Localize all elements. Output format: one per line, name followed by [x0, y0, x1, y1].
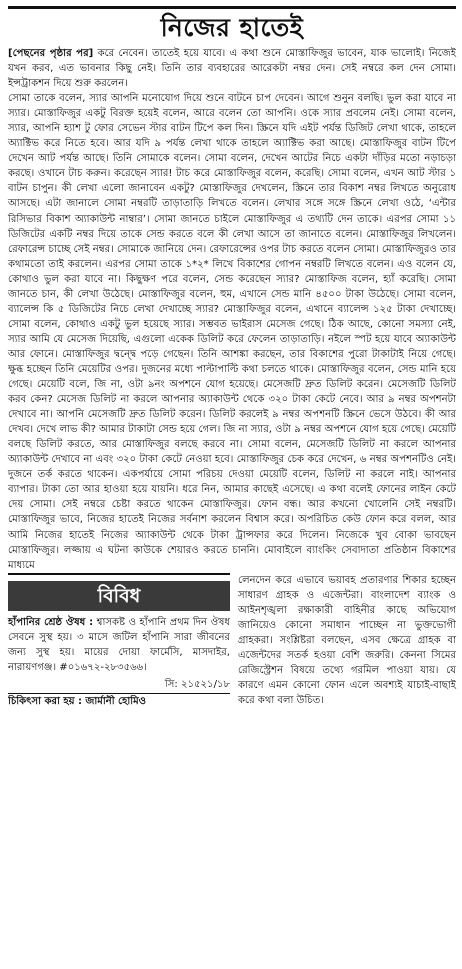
classifieds-heading: বিবিধ: [8, 581, 230, 611]
ad-body: শ্বাসকষ্ট ও হাঁপানি প্রথম দিন ঔষধ সেবনে সুস্থ হয়। ৩ মাসে জটিল হাঁপানি সারা জীবনের জন্য সুস্থ হয়। মায়ের দোয়া ফার্মেসি, মাসদাইর, নারায়ণগঞ্জ। #০১৬৭২-২৮৩৫৬৬।: [8, 616, 230, 673]
headline: নিজের হাতেই: [160, 13, 304, 42]
classifieds-box: [8, 573, 230, 709]
continued-label: [পেছনের পৃষ্ঠার পর]: [8, 48, 94, 59]
article-body: [8, 46, 456, 573]
ad-title: হাঁপানির শ্রেষ্ঠ ঔষধ :: [8, 616, 94, 628]
article-paragraph-2: সোমা তাকে বলেন, স্যার আপনি মনোযোগ দিয়ে শুনে বাটনে চাপ দেবেন। আগে শুনুন বলছি। ভুল করা যাবে না স্যার। মোস্তাফিজুর একটু বিরক্ত হয়েই বলেন, আরে বলেন তো আপনি। ওকে স্যার প্রবলেম নেই। সোমা বলেন, স্যার, আপনি হ্যাশ টু ফোর সেভেন স্টার বাটন টিপে কল দিন। স্ক্রিনে যদি এইট পর্যন্ত ডিজিট লেখা থাকে, তাহলে অ্যাক্টিভ করে নিতে হবে। আর যদি ৯ পর্যন্ত লেখা থাকে তাহলে অ্যাক্টিভ করা আছে। মোস্তাফিজুর বাটন টিপে দেখেন আট পর্যন্ত আছে। তিনি সোমাকে বলেন। সোমা বলেন, দেখেন আটের নিচে একটা দাঁড়ির মতো নড়াচড়া করছে। ওখানে টাচ করুন। করেছেন স্যার! টাচ করে মোস্তাফিজুর বলেন, করেছি। সোমা বলেন, এখন আট স্টার ১ বাটন চাপুন। কী লেখা এলো জানাবেন একটু? মোস্তাফিজুর দেখলেন, স্ক্রিনে তার বিকাশ নম্বর লিখতে অনুরোধ আসছে। এটা জানালে সোমা নম্বরটি তাড়াতাড়ি লিখতে বলেন। লেখার সঙ্গে সঙ্গে স্ক্রিনে লেখা ওঠে, ‘এন্টার রিসিভার বিকাশ অ্যাকাউন্ট নাম্বার’। সোমা জানতে চাইলে মোস্তাফিজুর এ তথ্যটি দেন তাকে। এরপর সোমা ১১ ডিজিটের একটি নম্বর দিয়ে তাকে সেন্ড করতে বলে কী লেখা আসে তা জানাতে বলেন। মোস্তাফিজুর লিখলেন। রেফারেন্স চাচ্ছে সেই নম্বর। সোমাকে জানিয়ে দেন। রেফারেন্সের ওপর টাচ করতে বলেন সোমা। মোস্তাফিজুরও তার কথামতো তাই করলেন। এরপর সোমা তাকে ১*২* লিখে বিকাশের গোপন নম্বরটি লিখতে বলেন। এও বলেন যে, কোথাও ভুল করা যাবে না। কিছুক্ষণ পরে বলেন, সেন্ড করেছেন স্যার? মোস্তাফিজ বলেন, হ্যাঁ করেছি। সোমা জানতে চান, কী লেখা উঠেছে। মোস্তাফিজুর বলেন, হুম, এখানে সেন্ড মানি ৪৫০০ টাকা উঠেছে। সোমা বলেন, ব্যালেন্স কি ৫ ডিজিটের নিচে লেখা দেখাচ্ছে স্যার? মোস্তাফিজুর বলেন, এখানে ব্যালেন্স ১২৫ টাকা দেখাচ্ছে। সোমা বলেন, কোথাও একটু ভুল হয়েছে স্যার। সম্ভবত ভাইরাস মেসেজ গেছে। ঠিক আছে, কোনো সমস্যা নেই, স্যার আমি যে মেসেজ দিয়েছি, এগুলো একেক ডিলিট করে ফেলেন তাড়াতাড়ি। নইলে স্পট হয়ে যাবে অ্যাকাউন্ট আর ফোনে। মোস্তাফিজুর দ্বন্দ্বে পড়ে গেছেন। তিনি আশঙ্কা করছেন, তার বিকাশের পুরো টাকাটাই নিয়ে গেছে। ক্ষুব্ধ হচ্ছেন তিনি মেয়েটির ওপর। দুজনের মধ্যে পাল্টাপাল্টি কথা চলতে থাকে। মোস্তাফিজুর বলেন, সেন্ড মানি হয়ে গেছে। মেয়েটি বলে, জি না, ওটা ৯নং অপশনে যোগ হয়েছে। মেসেজটি দ্রুত ডিলিট করেন। মেসেজটি ডিলিট করব কেন? মেসেজ ডিলিট না করলে আপনার অ্যাকাউন্ট থেকে ৩২০ টাকা কেটে নেবে। আর ৯ নম্বর অপশনটা দেখাবে না। আপনি মেসেজটি দ্রুত ডিলিট করেন। ডিলিট করলেই ৯ নম্বর অপশনটি স্ক্রিনে ভেসে উঠবে। কী আর দেখব। দেখে লাভ কী? আমার টাকাটা সেন্ড হয়ে গেল। জি না স্যার, ওটা ৯ নম্বর অপশনে যোগ হয়ে গেছে। মেয়েটি বলছে ডিলিট করতে, আর মোস্তাফিজুর বলছে করবে না। সোমা বলেন, মেসেজটি ডিলিট না করলে আপনার অ্যাকাউন্ট দেখাবে না এবং ৩২০ টাকা কেটে নেওয়া হবে। মোস্তাফিজুর চেক করে দেখেন, ৬ নম্বর অপশনটিও নেই। দুজনে তর্ক করতে থাকেন। একপর্যায়ে সোমা পরিচয় দেওয়া মেয়েটি বলেন, ডিলিট না করলে নাই। আপনার ব্যাপার। টাকা তো আর হাওয়া হয়ে যায়নি। ধরে নিন, আমার কাছেই এসেছে। এ কথা বলেই ফোনের লাইন কেটে দেয় সোমা। সেই নম্বরে চেষ্টা করতে থাকেন মোস্তাফিজুর। ফোন বন্ধ। আর কখনো খোলেনি সেই নম্বরটি। মোস্তাফিজুর ভাবে, নিজের হাতেই নিজের সর্বনাশ করলেন বিশ্বাস করে। অপরিচিত কেউ ফোন করে বলল, আর আমি নিজের হাতেই নিজের অ্যাকাউন্ট থেকে টাকা ট্রান্সফার করে দিলেন। নিজেকে খুব বোকা ভাবছেন মোস্তাফিজুর। লজ্জায় এ ঘটনা কাউকে শেয়ারও করতে চাননি। মোবাইলে ব্যাংকিং সেবাদাতা প্রতিষ্ঠান বিকাশের মাধ্যমে: [8, 93, 456, 571]
article-paragraph-1: [8, 46, 456, 91]
lower-section: [8, 573, 456, 709]
ad-code: সি: ২১৫২১/১৮: [164, 678, 230, 690]
paragraph-text: করে নেবেন। তাতেই হয়ে যাবে। এ কথা শুনে মোস্তাফিজুর ভাবেন, যাক ভালোই। নিজেই যখন করব, এত ভাবনার কিছু নেই। তিনি তার ব্যবহারের আরেকটা নম্বর দেন। সেই নম্বরে কল দেন সোমা। ইন্সট্রাকশন দিয়ে শুরু করলেন।: [8, 48, 456, 90]
ad-divider: [8, 693, 230, 694]
next-ad-title: চিকিৎসা করা হয় : জার্মানী হোমিও: [8, 695, 147, 707]
classified-ad: [8, 615, 230, 692]
top-rule: [8, 6, 456, 9]
article-continuation: লেনদেন করে এভাবে ভয়াবহ প্রতারণার শিকার হচ্ছেন সাধারণ গ্রাহক ও এজেন্টরা। বাংলাদেশ ব্যাংক ও আইনশৃঙ্খলা রক্ষাকারী বাহিনীর কাছে অভিযোগ জানিয়েও কোনো সমাধান পাচ্ছেন না ভুক্তভোগী গ্রাহকরা। সংশ্লিষ্টরা বলছেন, এসব ক্ষেত্রে গ্রাহক বা এজেন্টদের সতর্ক হওয়া বেশি জরুরি। কেননা সিমের রেজিস্ট্রেশন বিষয়ে তথ্যে গরমিল পাওয়া যায়। যে কারণে এমন কোনো ফোন এলে অবশ্যই যাচাই-বাছাই করে কথা বলা উচিত।: [238, 574, 456, 707]
